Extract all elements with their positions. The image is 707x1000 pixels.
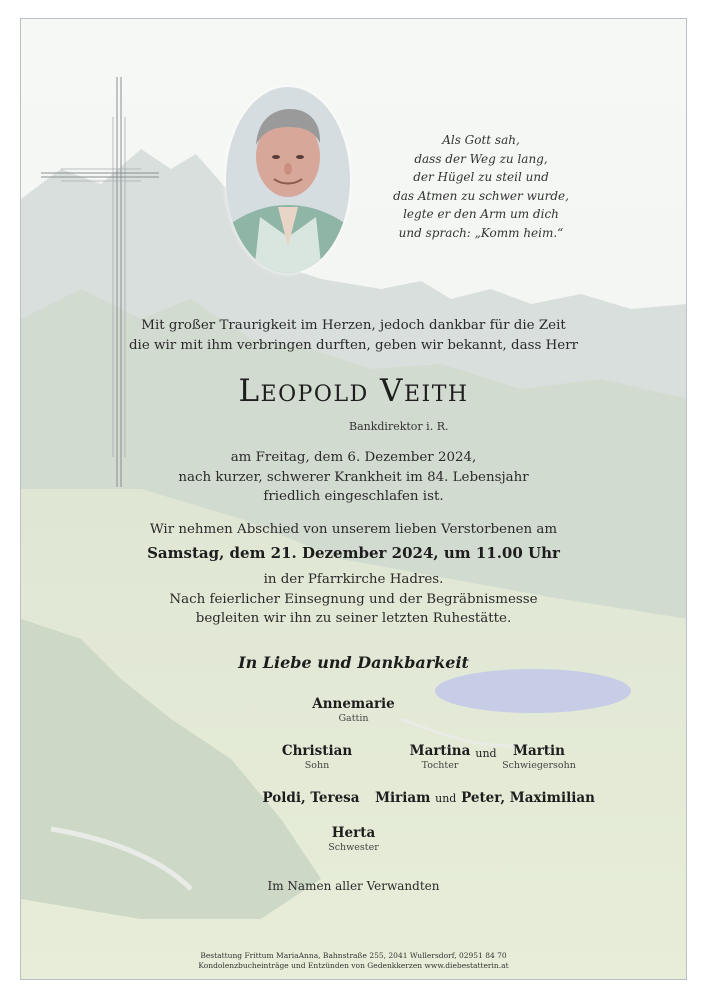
footer-address: Bestattung Frittum MariaAnna, Bahnstraße 255, 2041 Wullersdorf, 02951 84 70 xyxy=(200,951,507,960)
portrait-photo xyxy=(226,87,350,273)
intro-text xyxy=(21,316,686,356)
poem-line: legte er den Arm um dich xyxy=(403,207,559,221)
death-line: nach kurzer, schwerer Krankheit im 84. Lebensjahr xyxy=(178,469,529,485)
family-name: Poldi, Teresa xyxy=(262,790,360,806)
family-role: Gattin xyxy=(338,713,369,724)
poem-line: das Atmen zu schwer wurde, xyxy=(393,188,569,203)
family-name: Herta xyxy=(331,825,376,841)
family-grandchildren-b xyxy=(375,790,595,806)
poem-line: der Hügel zu steil und xyxy=(413,170,549,184)
service-date: Samstag, dem 21. Dezember 2024, um 11.00 Uhr xyxy=(147,544,560,562)
family-name: Martina xyxy=(409,743,471,759)
death-line: friedlich eingeschlafen ist. xyxy=(263,489,444,504)
family-role: Schwester xyxy=(328,842,379,853)
church-line: begleiten wir ihn zu seiner letzten Ruhestätte. xyxy=(195,611,512,626)
footer xyxy=(21,951,686,971)
intro-line: Mit großer Traurigkeit im Herzen, jedoch dankbar für die Zeit xyxy=(141,318,566,333)
farewell-text: Wir nehmen Abschied von unserem lieben Verstorbenen am xyxy=(149,522,558,537)
poem-line: dass der Weg zu lang, xyxy=(414,151,548,166)
family-name: Martin xyxy=(513,743,565,759)
relatives-line: Im Namen aller Verwandten xyxy=(267,879,440,893)
church-line: Nach feierlicher Einsegnung und der Begräbnismesse xyxy=(169,591,538,607)
family-daughter xyxy=(407,743,473,771)
and-word: und xyxy=(475,747,497,760)
cross-icon xyxy=(41,77,161,489)
poem-line: Als Gott sah, xyxy=(442,133,520,147)
deceased-name: Leopold Veith xyxy=(238,373,469,409)
family-grandchildren-a xyxy=(261,790,361,806)
poem xyxy=(381,131,581,242)
obituary-card xyxy=(20,18,687,980)
family-son xyxy=(273,743,361,771)
family-role: Tochter xyxy=(421,760,459,771)
family-name: Miriam xyxy=(375,790,431,806)
and-word: und xyxy=(435,792,457,805)
family-sister xyxy=(21,825,686,853)
family-name: Peter, Maximilian xyxy=(461,790,595,806)
family-son-in-law xyxy=(491,743,587,771)
deceased-title: Bankdirektor i. R. xyxy=(349,420,449,433)
church-details xyxy=(21,570,686,629)
intro-line: die wir mit ihm verbringen durften, geben wir bekannt, dass Herr xyxy=(128,338,579,353)
family-role: Schwiegersohn xyxy=(502,760,576,771)
family-name: Annemarie xyxy=(312,696,395,712)
family-wife xyxy=(21,696,686,724)
closing-phrase: In Liebe und Dankbarkeit xyxy=(238,653,469,672)
family-role: Sohn xyxy=(304,760,330,771)
church-line: in der Pfarrkirche Hadres. xyxy=(263,572,444,587)
footer-condolence: Kondolenzbucheinträge und Entzünden von Gedenkkerzen www.diebestatterin.at xyxy=(198,961,509,970)
death-line: am Freitag, dem 6. Dezember 2024, xyxy=(230,450,477,465)
death-notice xyxy=(21,448,686,507)
poem-line: und sprach: „Komm heim.“ xyxy=(398,225,564,240)
family-name: Christian xyxy=(281,743,353,759)
